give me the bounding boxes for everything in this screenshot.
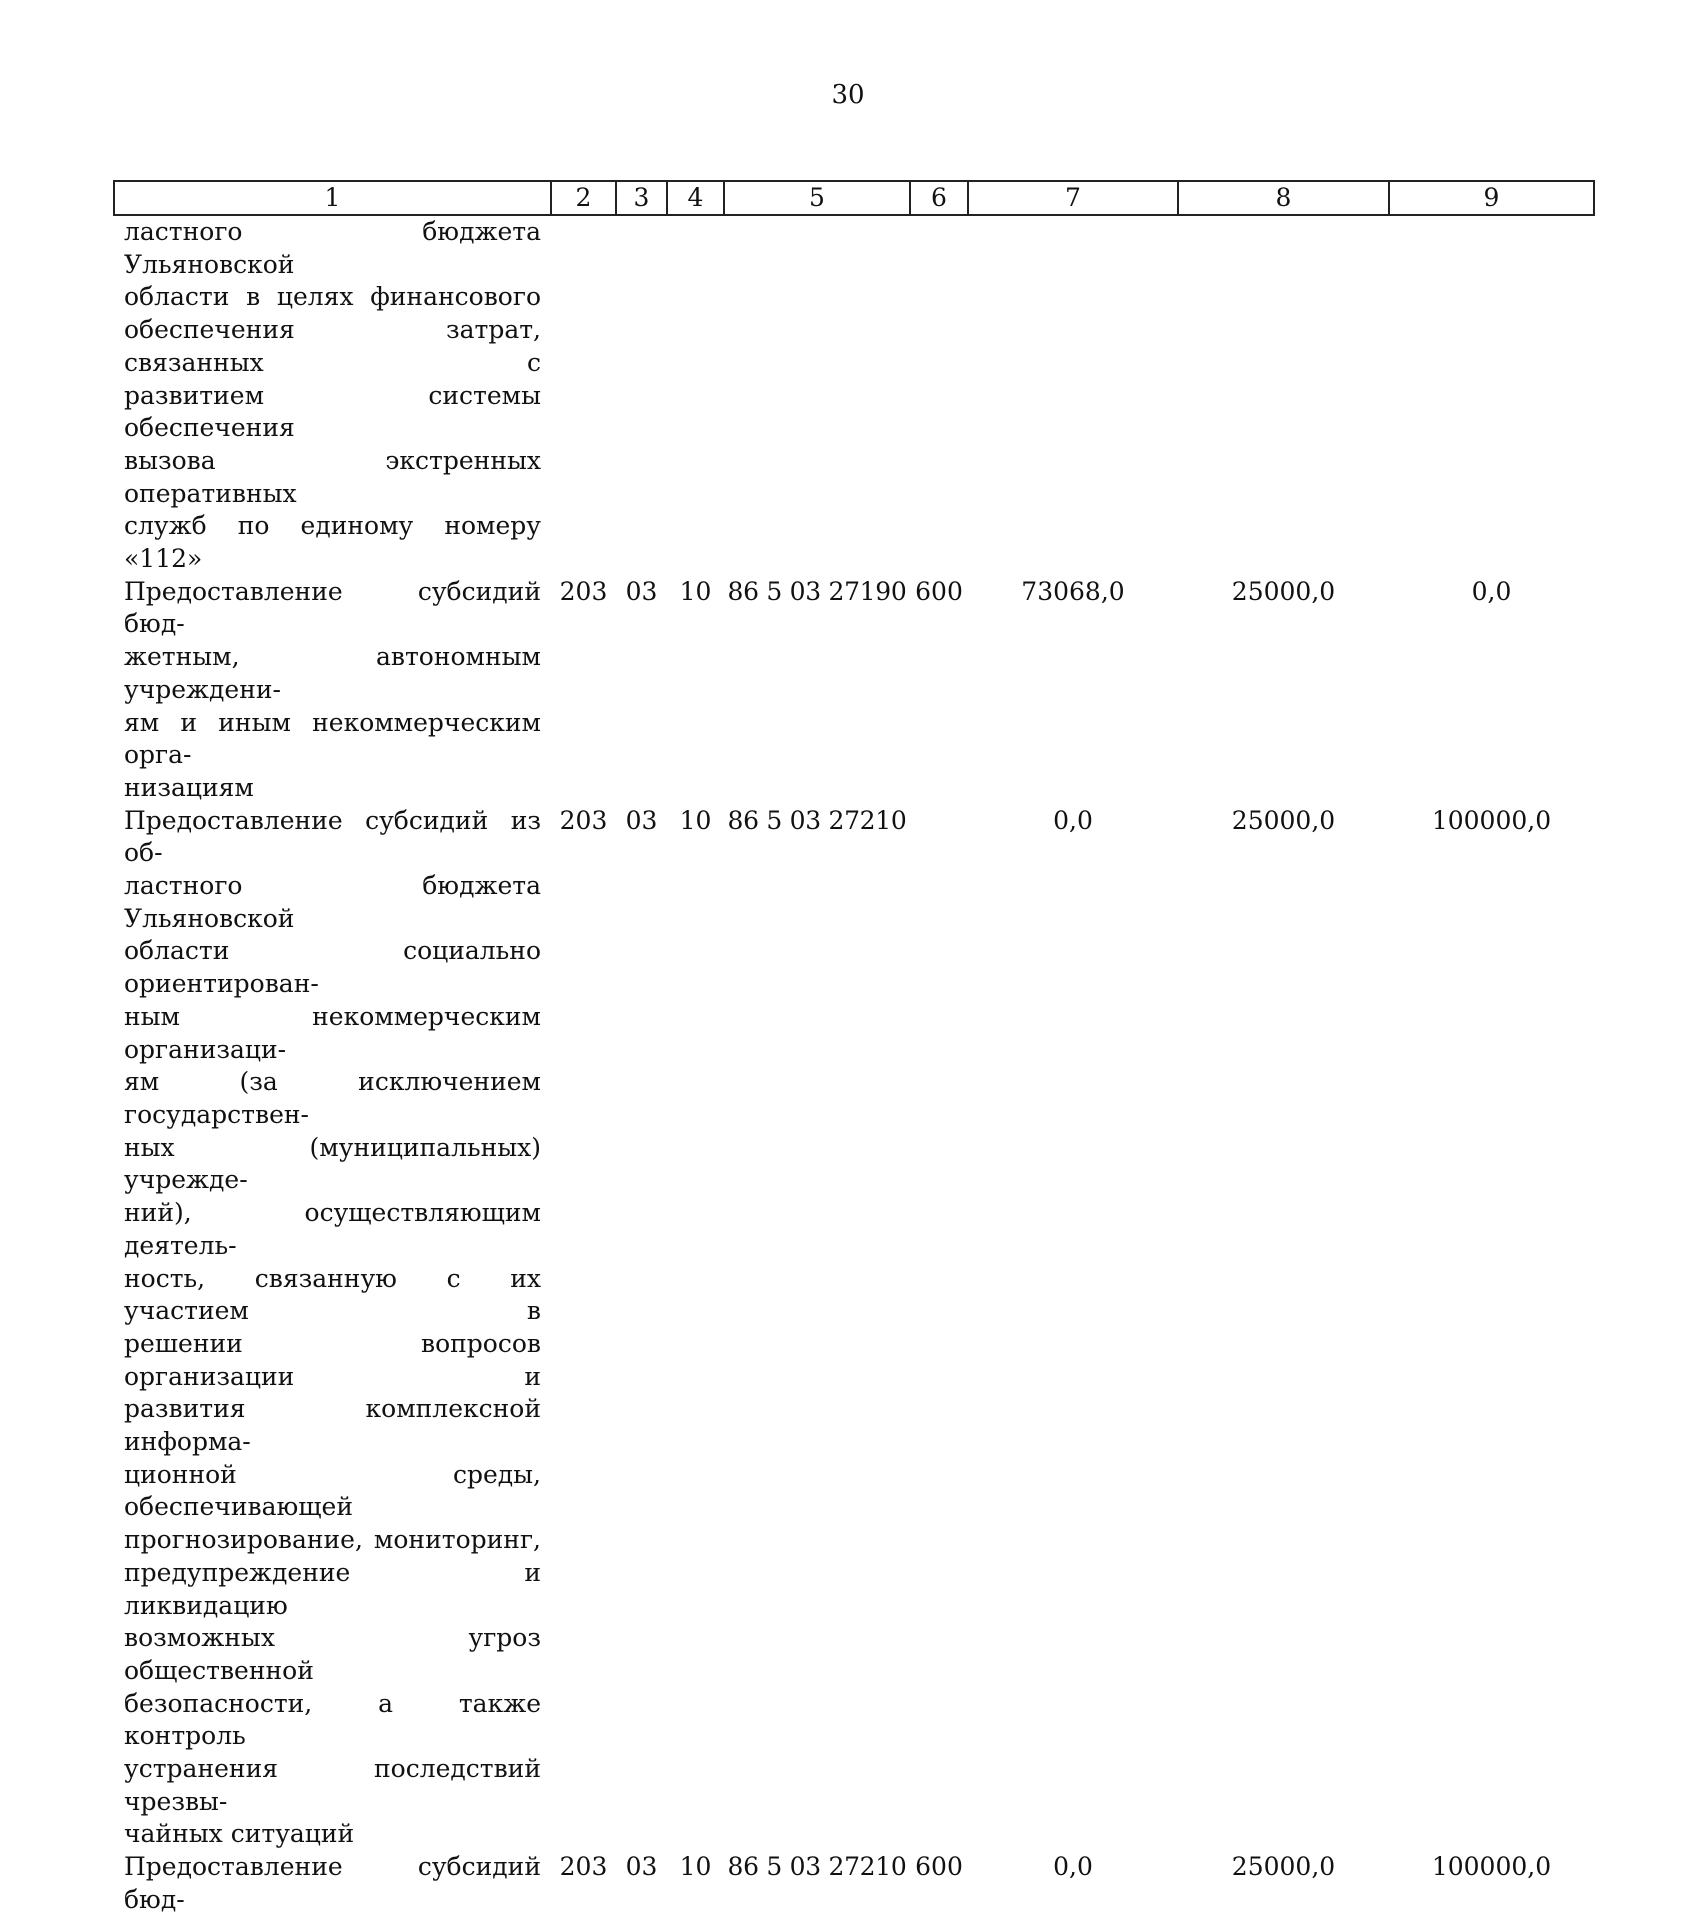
description-line: обеспечения затрат, связанных с: [124, 315, 541, 377]
description-line: ний), осуществляющим деятель-: [124, 1198, 541, 1260]
page-number: 30: [831, 80, 865, 110]
column-header-7: 7: [968, 181, 1178, 215]
cell-col-8: 25000,0: [1231, 805, 1336, 835]
description-line: вызова экстренных оперативных: [124, 445, 541, 508]
cell-col-7: 0,0: [1053, 1852, 1093, 1882]
row-description: [114, 805, 551, 1852]
description-line: возможных угроз общественной: [124, 1623, 541, 1685]
table-row: [114, 576, 1594, 805]
description-line: ных (муниципальных) учрежде-: [124, 1132, 541, 1195]
description-line: ность, связанную с их участием в: [124, 1263, 541, 1326]
description-line: низациям: [124, 772, 254, 802]
description-line: решении вопросов организации и: [124, 1328, 541, 1391]
column-header-8: 8: [1178, 181, 1389, 215]
cell-col-5: 86 5 03 27190: [727, 576, 907, 606]
description-line: чайных ситуаций: [124, 1819, 355, 1849]
row-description: [114, 576, 551, 805]
cell-col-4: 10: [679, 576, 712, 606]
cell-col-4: 10: [679, 805, 712, 835]
column-header-2: 2: [551, 181, 616, 215]
cell-col-7: 0,0: [1053, 805, 1093, 835]
row-description: [114, 215, 551, 576]
table-row: [114, 1851, 1594, 1916]
cell-col-2: 203: [559, 805, 608, 835]
description-line: ционной среды, обеспечивающей: [124, 1459, 541, 1522]
description-line: служб по единому номеру «112»: [124, 511, 541, 574]
cell-col-9: [1389, 215, 1594, 576]
row-description: [114, 1851, 551, 1916]
cell-col-6: [910, 215, 968, 576]
column-number-row: [114, 181, 1594, 215]
cell-col-9: 0,0: [1471, 576, 1512, 606]
table-row: [114, 215, 1594, 576]
cell-col-3: 03: [625, 1852, 658, 1882]
column-header-4: 4: [667, 181, 724, 215]
cell-col-2: [551, 215, 616, 576]
cell-col-6: 600: [915, 576, 963, 606]
cell-col-5: 86 5 03 27210: [727, 1852, 907, 1882]
cell-col-7: [968, 215, 1178, 576]
description-line: жетным, автономным учреждени-: [124, 642, 541, 704]
cell-col-8: [1178, 215, 1389, 576]
cell-col-8: 25000,0: [1231, 1852, 1336, 1882]
cell-col-3: 03: [625, 576, 658, 606]
column-header-6: 6: [910, 181, 968, 215]
cell-col-2: 203: [559, 576, 608, 606]
description-line: области социально ориентирован-: [124, 936, 541, 999]
cell-col-3: [616, 215, 667, 576]
cell-col-8: 25000,0: [1231, 576, 1336, 606]
column-header-5: 5: [724, 181, 910, 215]
cell-col-7: 73068,0: [1021, 576, 1125, 606]
description-line: предупреждение и ликвидацию: [124, 1557, 541, 1620]
description-line: ям (за исключением государствен-: [124, 1067, 541, 1129]
table-header: [114, 181, 1594, 215]
cell-col-3: 03: [625, 805, 658, 835]
description-line: области в целях финансового: [124, 282, 541, 312]
description-line: Предоставление субсидий бюд-: [124, 576, 541, 639]
description-line: развитием системы обеспечения: [124, 380, 541, 443]
cell-col-6: [910, 805, 968, 1852]
cell-col-9: 100000,0: [1431, 805, 1552, 835]
description-line: Предоставление субсидий бюд-: [124, 1852, 541, 1914]
column-header-9: 9: [1389, 181, 1594, 215]
description-line: прогнозирование, мониторинг,: [124, 1525, 541, 1555]
description-line: развития комплексной информа-: [124, 1394, 541, 1457]
table-row: [114, 805, 1594, 1852]
cell-col-4: [667, 215, 724, 576]
table-body: [114, 215, 1594, 1917]
description-line: безопасности, а также контроль: [124, 1688, 541, 1751]
description-line: ластного бюджета Ульяновской: [124, 217, 541, 279]
description-line: ластного бюджета Ульяновской: [124, 871, 541, 933]
cell-col-5: 86 5 03 27210: [727, 805, 907, 835]
description-line: устранения последствий чрезвы-: [124, 1754, 541, 1816]
description-line: ям и иным некоммерческим орга-: [124, 707, 541, 770]
column-header-1: 1: [114, 181, 551, 215]
cell-col-5: [724, 215, 910, 576]
cell-col-9: 100000,0: [1431, 1852, 1552, 1882]
cell-col-6: 600: [915, 1852, 963, 1882]
description-line: Предоставление субсидий из об-: [124, 805, 541, 868]
column-header-3: 3: [616, 181, 667, 215]
description-line: ным некоммерческим организаци-: [124, 1001, 541, 1064]
cell-col-4: 10: [679, 1852, 712, 1882]
budget-table: [113, 180, 1595, 1917]
cell-col-2: 203: [559, 1852, 608, 1882]
